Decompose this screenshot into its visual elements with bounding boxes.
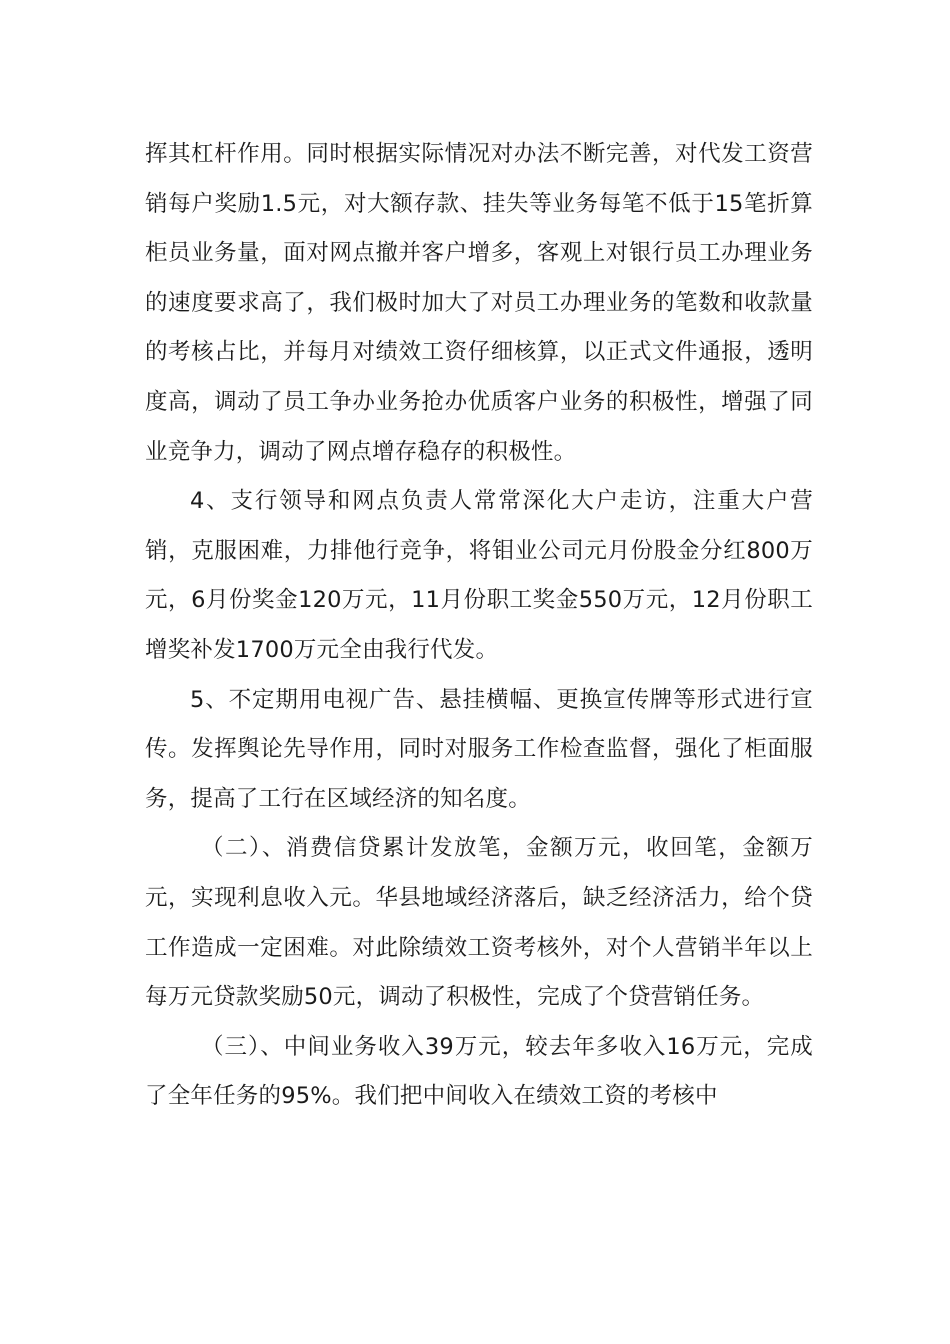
paragraph-item-4: 4、支行领导和网点负责人常常深化大户走访，注重大户营销，克服困难，力排他行竞争，将钼业公司元月份股金分红800万元，6月份奖金120万元，11月份职工奖金550万元，12月份职工增奖补发1700万元全由我行代发。 [145,488,813,663]
paragraph-continuation: 挥其杠杆作用。同时根据实际情况对办法不断完善，对代发工资营销每户奖励1.5元，对大额存款、挂失等业务每笔不低于15笔折算柜员业务量，面对网点撤并客户增多，客观上对银行员工办理业务的速度要求高了，我们极时加大了对员工办理业务的笔数和收款量的考核占比，并每月对绩效工资仔细核算，以正式文件通报，透明度高，调动了员工争办业务抢办优质客户业务的积极性，增强了同业竞争力，调动了网点增存稳存的积极性。 [145,141,813,465]
document-body [145,130,813,1122]
paragraph-item-5: 5、不定期用电视广告、悬挂横幅、更换宣传牌等形式进行宣传。发挥舆论先导作用，同时对服务工作检查监督，强化了柜面服务，提高了工行在区域经济的知名度。 [145,686,813,812]
paragraph-section-2: （二）、消费信贷累计发放笔，金额万元，收回笔，金额万元，实现利息收入元。华县地域经济落后，缺乏经济活力，给个贷工作造成一定困难。对此除绩效工资考核外，对个人营销半年以上每万元贷款奖励50元，调动了积极性，完成了个贷营销任务。 [145,835,813,1011]
paragraph-section-3: （三）、中间业务收入39万元，较去年多收入16万元，完成了全年任务的95%。我们把中间收入在绩效工资的考核中 [145,1033,813,1110]
